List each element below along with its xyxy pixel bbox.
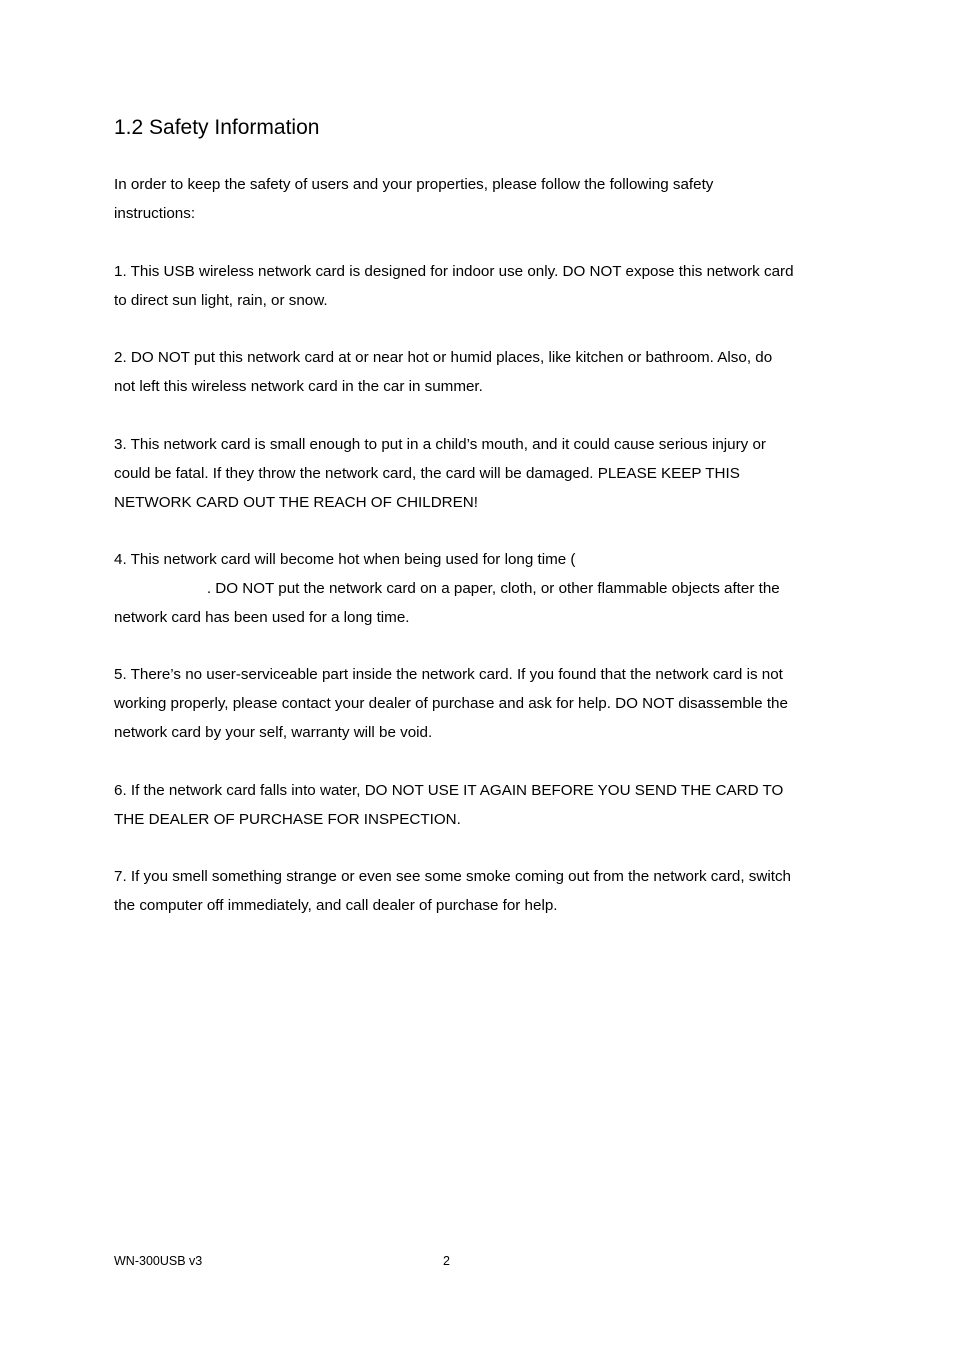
item-line: network card by your self, warranty will be void. <box>114 723 433 741</box>
item-line: . DO NOT put the network card on a paper, cloth, or other flammable objects after the <box>114 579 780 597</box>
footer-model: WN-300USB v3 <box>114 1254 203 1268</box>
item-line: 4. This network card will become hot when being used for long time ( <box>114 551 576 568</box>
item-line: 5. There’s no user-serviceable part inside the network card. If you found that the network card is not <box>114 666 783 683</box>
safety-item-1 <box>114 258 840 316</box>
item-line: the computer off immediately, and call dealer of purchase for help. <box>114 896 558 914</box>
footer-page-number: 2 <box>443 1254 450 1268</box>
item-line: working properly, please contact your dealer of purchase and ask for help. DO NOT disassemble the <box>114 694 788 712</box>
item-line: not left this wireless network card in the car in summer. <box>114 377 483 395</box>
safety-item-6 <box>114 777 840 835</box>
intro-line: In order to keep the safety of users and your properties, please follow the following safety <box>114 176 714 193</box>
item-line: 2. DO NOT put this network card at or near hot or humid places, like kitchen or bathroom. Also, do <box>114 349 773 366</box>
item-line: could be fatal. If they throw the network card, the card will be damaged. PLEASE KEEP THIS <box>114 464 740 482</box>
safety-item-2 <box>114 344 840 402</box>
safety-item-5 <box>114 661 840 747</box>
item-line: to direct sun light, rain, or snow. <box>114 291 328 309</box>
section-heading: 1.2 Safety Information <box>114 116 320 139</box>
item-line: 1. This USB wireless network card is designed for indoor use only. DO NOT expose this network card <box>114 263 794 280</box>
safety-item-3 <box>114 431 840 517</box>
item-line: 3. This network card is small enough to put in a child’s mouth, and it could cause serious injury or <box>114 436 766 453</box>
item-line: network card has been used for a long time. <box>114 608 410 626</box>
safety-item-7 <box>114 863 840 921</box>
intro-line: instructions: <box>114 204 196 222</box>
item-line: NETWORK CARD OUT THE REACH OF CHILDREN! <box>114 493 478 511</box>
item-line: 7. If you smell something strange or even see some smoke coming out from the network card, switch <box>114 868 791 885</box>
item-line: THE DEALER OF PURCHASE FOR INSPECTION. <box>114 810 461 828</box>
safety-item-4 <box>114 546 840 632</box>
intro-paragraph <box>114 171 840 229</box>
item-line: 6. If the network card falls into water, DO NOT USE IT AGAIN BEFORE YOU SEND THE CARD TO <box>114 782 784 799</box>
